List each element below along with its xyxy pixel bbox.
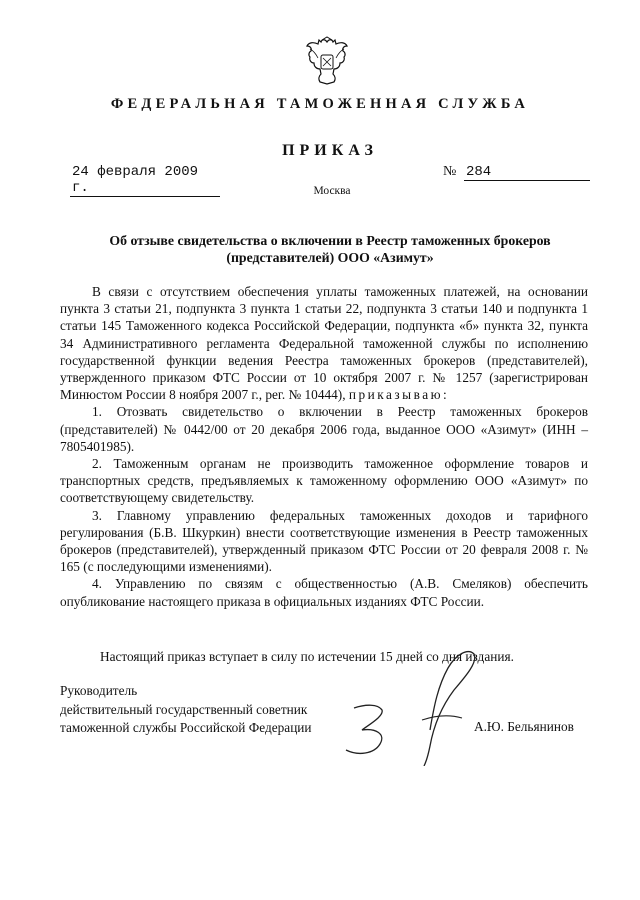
russian-coat-of-arms-icon <box>306 36 348 86</box>
document-title: ПРИКАЗ <box>282 142 378 159</box>
order-subject <box>60 232 600 266</box>
order-item-1: 1. Отозвать свидетельство о включении в Реестр таможенных брокеров (представителей) № 0442/00 от 20 декабря 2006 года, выданное ООО «Азимут» (ИНН – 7805401985). <box>60 404 588 454</box>
agency-name: ФЕДЕРАЛЬНАЯ ТАМОЖЕННАЯ СЛУЖБА <box>110 96 530 112</box>
order-number-label: № <box>443 164 457 179</box>
order-number: 284 <box>464 164 590 181</box>
effective-date-statement: Настоящий приказ вступает в силу по истечении 15 дней со дня издания. <box>100 649 514 664</box>
subject-line-1: Об отзыве свидетельства о включении в Реестр таможенных брокеров <box>109 233 551 248</box>
subject-line-2: (представителей) ООО «Азимут» <box>226 250 434 265</box>
signatory-name: А.Ю. Бельянинов <box>474 719 574 734</box>
preamble-text: В связи с отсутствием обеспечения уплаты таможенных платежей, на основании пункта 3 статьи 21, подпункта 3 пункта 1 статьи 22, подпункта 3 статьи 140 и подпункта 1 статьи 145 Таможенного кодекса Российской Федерации, подпункта «б» пункта 32, пункта 34 Административного регламента Федеральной таможенной службы по исполнению государственной функции ведения Реестра таможенных брокеров (представителей), утвержденного приказом ФТС России от 10 октября 2007 г. № 1257 (зарегистрирован Минюстом России 8 ноября 2007 г., рег. № 10444), <box>60 284 588 403</box>
signatory-line-3: таможенной службы Российской Федерации <box>60 720 312 735</box>
signatory-line-1: Руководитель <box>60 683 138 698</box>
handwritten-signature <box>326 646 486 766</box>
preamble-paragraph <box>60 283 588 403</box>
order-date: 24 февраля 2009 г. <box>70 164 220 197</box>
order-item-3: 3. Главному управлению федеральных таможенных доходов и тарифного регулирования (Б.В. Шкуркин) внести соответствующие изменения в Реестр таможенных брокеров (представителей), утвержденный приказом ФТС России от 20 февраля 2008 г. № 165 (с последующими изменениями). <box>60 507 588 575</box>
order-item-2: 2. Таможенным органам не производить таможенное оформление товаров и транспортных средств, предъявляемых к таможенному оформлению ООО «Азимут» по соответствующему свидетельству. <box>60 456 588 506</box>
order-item-4: 4. Управлению по связям с общественностью (А.В. Смеляков) обеспечить опубликование настоящего приказа в официальных изданиях ФТС России. <box>60 576 588 609</box>
signatory-position <box>60 682 312 738</box>
order-body <box>60 283 588 610</box>
signatory-line-2: действительный государственный советник <box>60 701 308 717</box>
order-word: приказываю: <box>348 387 450 403</box>
order-city: Москва <box>313 185 351 197</box>
